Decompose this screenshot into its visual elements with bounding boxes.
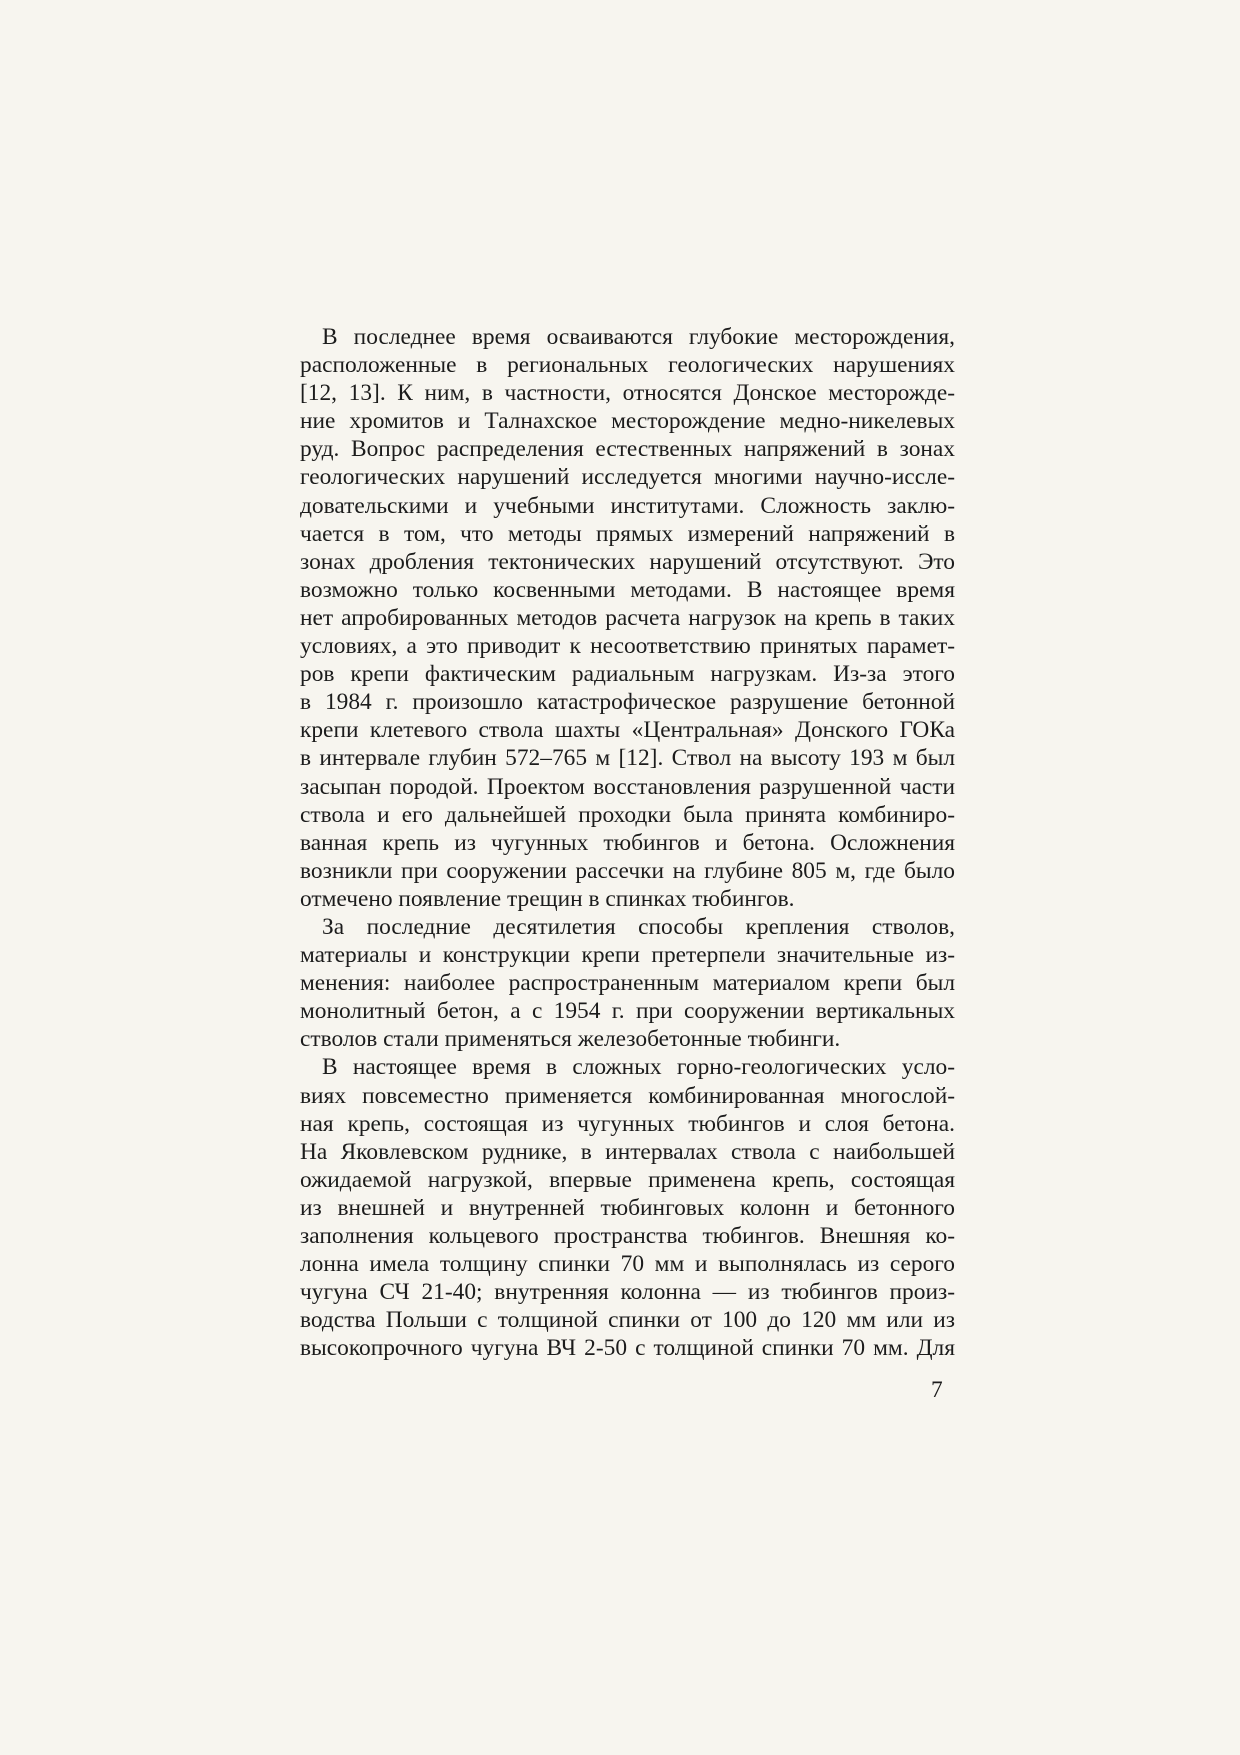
text-line: чугуна СЧ 21-40; внутренняя колонна — из тюбингов произ- — [300, 1279, 955, 1306]
paragraph-3 — [300, 1053, 955, 1362]
text-line: ная крепь, состоящая из чугунных тюбингов и слоя бетона. — [300, 1110, 955, 1137]
text-line: [12, 13]. К ним, в частности, относятся Донское месторожде- — [300, 380, 955, 407]
text-line: нет апробированных методов расчета нагрузок на крепь в таких — [300, 604, 955, 631]
text-line: ванная крепь из чугунных тюбингов и бетона. Осложнения — [300, 829, 955, 856]
text-line: в интервале глубин 572–765 м [12]. Ствол на высоту 193 м был — [300, 745, 955, 772]
text-line: водства Польши с толщиной спинки от 100 до 120 мм или из — [300, 1307, 955, 1334]
text-line: монолитный бетон, а с 1954 г. при сооружении вертикальных — [300, 998, 955, 1025]
text-line: возникли при сооружении рассечки на глубине 805 м, где было — [300, 857, 955, 884]
text-line: зонах дробления тектонических нарушений отсутствуют. Это — [300, 548, 955, 575]
text-line: ствола и его дальнейшей проходки была принята комбиниро- — [300, 801, 955, 828]
text-line: ожидаемой нагрузкой, впервые применена крепь, состоящая — [300, 1166, 955, 1193]
text-line: лонна имела толщину спинки 70 мм и выполнялась из серого — [300, 1251, 955, 1278]
text-line: заполнения кольцевого пространства тюбингов. Внешняя ко- — [300, 1223, 955, 1249]
text-line: руд. Вопрос распределения естественных напряжений в зонах — [300, 436, 955, 463]
text-line: В последнее время осваиваются глубокие месторождения, — [322, 324, 955, 350]
text-line: виях повсеместно применяется комбинированная многослой- — [300, 1082, 955, 1109]
text-line: расположенные в региональных геологических нарушениях — [300, 352, 955, 379]
text-line: условиях, а это приводит к несоответствию принятых парамет- — [300, 633, 955, 660]
body-text — [300, 323, 955, 1362]
text-line: В настоящее время в сложных горно-геологических усло- — [322, 1054, 955, 1081]
text-line: отмечено появление трещин в спинках тюбингов. — [300, 885, 795, 912]
text-line: высокопрочного чугуна ВЧ 2-50 с толщиной спинки 70 мм. Для — [300, 1335, 955, 1362]
text-line: менения: наиболее распространенным материалом крепи был — [300, 970, 955, 997]
paragraph-2 — [300, 913, 955, 1053]
text-line: материалы и конструкции крепи претерпели значительные из- — [300, 942, 955, 969]
text-line: крепи клетевого ствола шахты «Центральная» Донского ГОКа — [300, 717, 955, 744]
text-line: За последние десятилетия способы крепления стволов, — [322, 913, 955, 940]
text-line: засыпан породой. Проектом восстановления разрушенной части — [300, 773, 955, 800]
text-line: из внешней и внутренней тюбинговых колонн и бетонного — [300, 1194, 955, 1221]
text-line: На Яковлевском руднике, в интервалах ствола с наибольшей — [300, 1138, 955, 1165]
text-line: геологических нарушений исследуется многими научно-иссле- — [300, 464, 955, 491]
text-line: ров крепи фактическим радиальным нагрузкам. Из-за этого — [300, 661, 955, 688]
text-line: стволов стали применяться железобетонные тюбинги. — [300, 1026, 841, 1053]
text-line: ние хромитов и Талнахское месторождение медно-никелевых — [300, 408, 955, 435]
page-number: 7 — [931, 1377, 943, 1403]
text-line: довательскими и учебными институтами. Сложность заклю- — [300, 492, 955, 519]
text-line: чается в том, что методы прямых измерений напряжений в — [300, 520, 955, 547]
text-line: возможно только косвенными методами. В настоящее время — [300, 576, 955, 603]
paragraph-1 — [300, 323, 955, 913]
text-line: в 1984 г. произошло катастрофическое разрушение бетонной — [300, 689, 955, 716]
